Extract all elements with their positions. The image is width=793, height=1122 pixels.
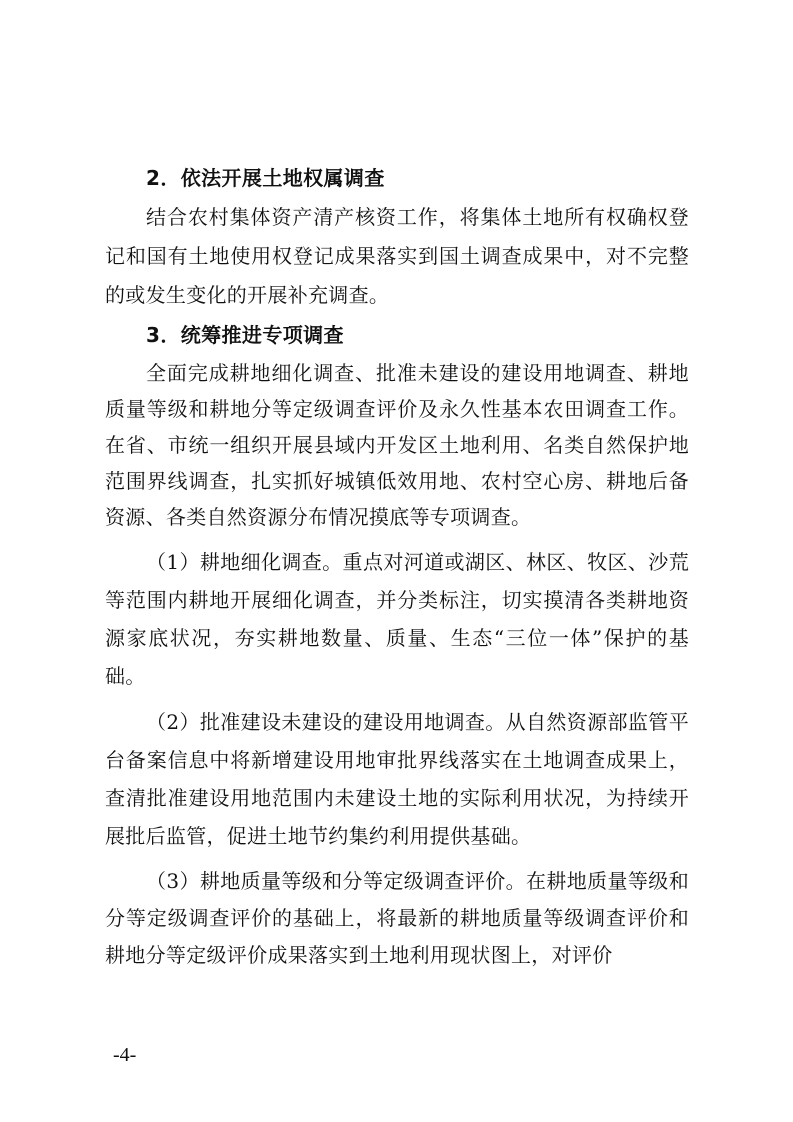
page-number: -4- (113, 1044, 137, 1066)
section-heading-land-ownership: 2．依法开展土地权属调查 (146, 166, 385, 190)
document-body (105, 160, 689, 974)
paragraph-approved-unbuilt-land-survey: （2）批准建设未建设的建设用地调查。从自然资源部监管平台备案信息中将新增建设用地审批界线落实在土地调查成果上，查清批准建设用地范围内未建设土地的实际利用状况，为持续开展批后监管，促进土地节约集约利用提供基础。 (105, 710, 689, 848)
paragraph-special-survey-overview: 全面完成耕地细化调查、批准未建设的建设用地调查、耕地质量等级和耕地分等定级调查评价及永久性基本农田调查工作。在省、市统一组织开展县域内开发区土地利用、名类自然保护地范围界线调查，扎实抓好城镇低效用地、农村空心房、耕地后备资源、各类自然资源分布情况摸底等专项调查。 (105, 361, 689, 529)
paragraph-farmland-quality-evaluation: （3）耕地质量等级和分等定级调查评价。在耕地质量等级和分等定级调查评价的基础上，将最新的耕地质量等级调查评价和耕地分等定级评价成果落实到土地利用现状图上，对评价 (105, 869, 689, 967)
paragraph-land-ownership: 结合农村集体资产清产核资工作，将集体土地所有权确权登记和国有土地使用权登记成果落实到国土调查成果中，对不完整的或发生变化的开展补充调查。 (105, 205, 689, 307)
paragraph-farmland-detail-survey: （1）耕地细化调查。重点对河道或湖区、林区、牧区、沙荒等范围内耕地开展细化调查，并分类标注，切实摸清各类耕地资源家底状况，夯实耕地数量、质量、生态“三位一体”保护的基础。 (105, 550, 689, 688)
section-heading-special-survey: 3．统筹推进专项调查 (146, 323, 344, 347)
